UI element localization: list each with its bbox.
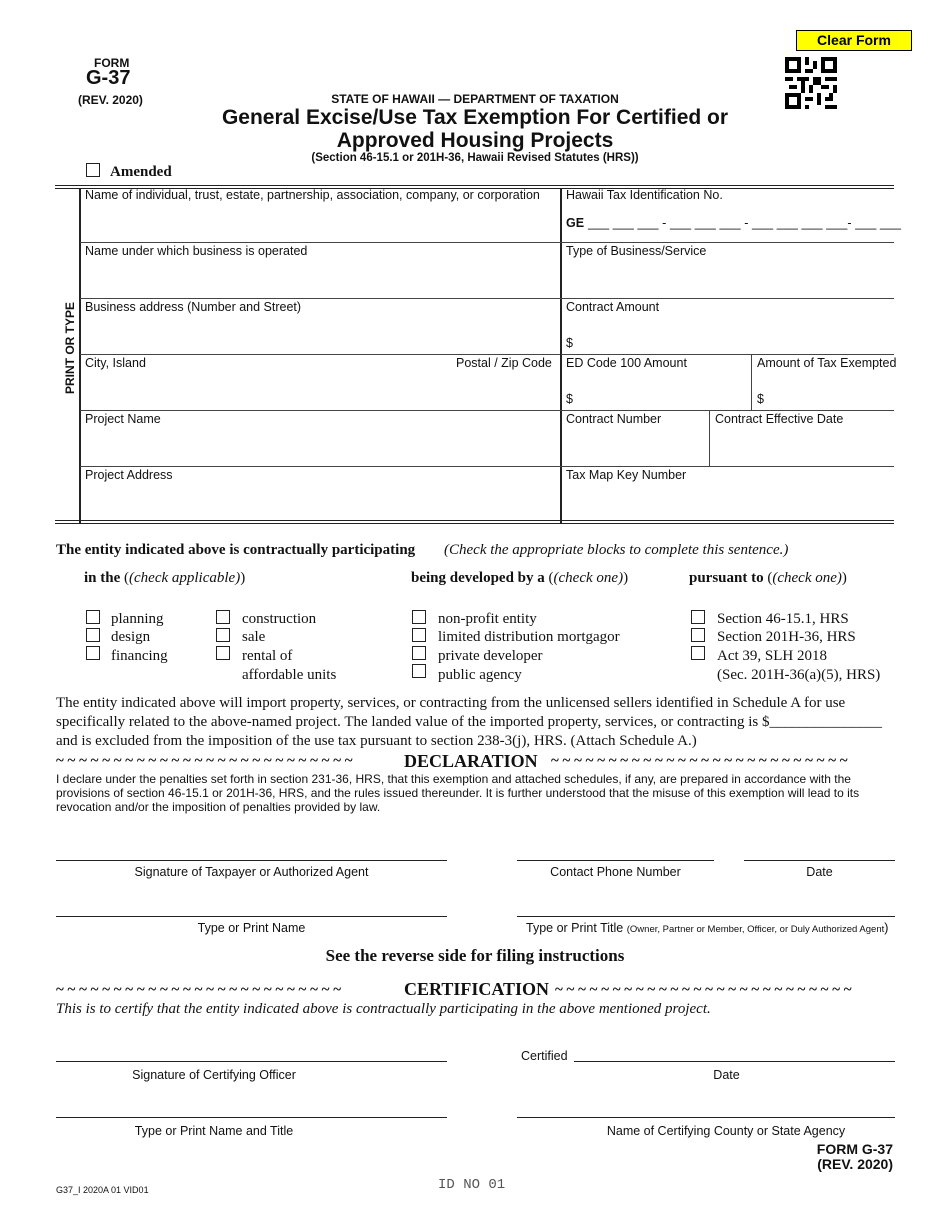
participation-instruction: (Check the appropriate blocks to complete this sentence.)	[444, 542, 789, 558]
act-39-label: Act 39, SLH 2018	[717, 648, 827, 664]
project-address-field[interactable]	[82, 484, 557, 518]
business-type-field[interactable]	[563, 260, 892, 296]
act-39-section-label: (Sec. 201H-36(a)(5), HRS)	[717, 667, 881, 683]
design-checkbox[interactable]	[86, 628, 100, 642]
section-201h-36-label: Section 201H-36, HRS	[717, 629, 856, 645]
design-label: design	[111, 629, 151, 645]
certified-date-line[interactable]	[574, 1061, 895, 1062]
import-text-line2: specifically related to the above-named project. The landed value of the imported property, services, or contracting is $_______________	[56, 714, 882, 730]
form-title-line2: Approved Housing Projects	[336, 129, 614, 152]
non-profit-label: non-profit entity	[438, 611, 537, 627]
import-text-line3: and is excluded from the imposition of the use tax pursuant to section 238-3(j), HRS. (Attach Schedule A.)	[56, 733, 697, 749]
column-pursuant-to-heading: pursuant to ((check one))	[689, 570, 847, 586]
agency-label: Name of Certifying County or State Agency	[606, 1124, 846, 1138]
amended-label: Amended	[110, 164, 172, 180]
footer-id: ID NO 01	[438, 1177, 506, 1193]
sale-checkbox[interactable]	[216, 628, 230, 642]
date-label: Date	[806, 865, 833, 879]
planning-checkbox[interactable]	[86, 610, 100, 624]
project-name-label: Project Name	[85, 412, 161, 426]
landed-value-field[interactable]	[778, 712, 894, 730]
certified-date-label: Date	[713, 1068, 740, 1082]
participation-intro: The entity indicated above is contractually participating	[56, 542, 416, 558]
declaration-title: DECLARATION	[404, 751, 538, 771]
address-label: Business address (Number and Street)	[85, 300, 302, 314]
taxpayer-signature-line[interactable]	[56, 860, 447, 861]
tax-exempted-field[interactable]	[769, 386, 891, 408]
affordable-units-label: affordable units	[242, 667, 337, 683]
private-developer-label: private developer	[438, 648, 543, 664]
tax-exempted-label: Amount of Tax Exempted	[757, 356, 897, 370]
footer-code: G37_I 2020A 01 VID01	[56, 1185, 149, 1195]
agency-line[interactable]	[517, 1117, 895, 1118]
tax-id-prefix: GE	[566, 216, 585, 230]
address-field[interactable]	[82, 316, 557, 352]
contract-number-label: Contract Number	[566, 412, 662, 426]
rental-label: rental of	[242, 648, 293, 664]
ed-code-label: ED Code 100 Amount	[566, 356, 687, 370]
form-title-line1: General Excise/Use Tax Exemption For Certified or	[221, 106, 729, 129]
zip-label: Postal / Zip Code	[456, 356, 552, 370]
planning-label: planning	[111, 611, 164, 627]
clear-form-label: Clear Form	[817, 32, 891, 48]
contract-number-field[interactable]	[563, 428, 706, 464]
print-name-line[interactable]	[56, 916, 447, 917]
business-type-label: Type of Business/Service	[566, 244, 707, 258]
officer-name-label: Type or Print Name and Title	[134, 1124, 294, 1138]
non-profit-checkbox[interactable]	[412, 610, 426, 624]
limited-distribution-label: limited distribution mortgagor	[438, 629, 620, 645]
print-name-label: Type or Print Name	[197, 921, 306, 935]
ed-code-dollar: $	[566, 392, 573, 406]
project-address-label: Project Address	[85, 468, 173, 482]
financing-checkbox[interactable]	[86, 646, 100, 660]
officer-signature-label: Signature of Certifying Officer	[132, 1068, 296, 1082]
city-field[interactable]	[82, 372, 557, 408]
phone-label: Contact Phone Number	[550, 865, 681, 879]
rental-checkbox[interactable]	[216, 646, 230, 660]
section-46-15-1-label: Section 46-15.1, HRS	[717, 611, 849, 627]
certification-tildes-right: ~ ~ ~ ~ ~ ~ ~ ~ ~ ~ ~ ~ ~ ~ ~ ~ ~ ~ ~ ~ ~ ~ ~ ~ ~ ~	[555, 982, 852, 998]
name-label: Name of individual, trust, estate, partnership, association, company, or corporation	[85, 188, 540, 202]
public-agency-checkbox[interactable]	[412, 664, 426, 678]
contract-amount-field[interactable]	[578, 330, 890, 352]
ed-code-field[interactable]	[578, 386, 748, 408]
reverse-side-note: See the reverse side for filing instructions	[325, 946, 625, 965]
declaration-line3: revocation and/or the imposition of penalties provided by law.	[56, 800, 381, 814]
form-subtitle: (Section 46-15.1 or 201H-36, Hawaii Revised Statutes (HRS))	[311, 152, 639, 164]
construction-label: construction	[242, 611, 317, 627]
contract-amount-dollar: $	[566, 336, 573, 350]
tax-id-field[interactable]: ___ ___ ___ - ___ ___ ___ - ___ ___ ___ ___- ___ ___	[588, 216, 902, 230]
print-title-line[interactable]	[517, 916, 895, 917]
construction-checkbox[interactable]	[216, 610, 230, 624]
import-text-line1: The entity indicated above will import property, services, or contracting from the unlicensed sellers identified in Schedule A for use	[56, 695, 846, 711]
agency-heading: STATE OF HAWAII — DEPARTMENT OF TAXATION	[331, 92, 619, 106]
clear-form-button[interactable]	[796, 30, 912, 51]
section-46-15-1-checkbox[interactable]	[691, 610, 705, 624]
tax-map-label: Tax Map Key Number	[566, 468, 687, 482]
sale-label: sale	[242, 629, 266, 645]
section-201h-36-checkbox[interactable]	[691, 628, 705, 642]
certification-text: This is to certify that the entity indicated above is contractually participating in the above mentioned project.	[56, 1001, 711, 1017]
contract-date-label: Contract Effective Date	[715, 412, 844, 426]
declaration-line2: provisions of section 46-15.1 or 201H-36, HRS, and the rules issued thereunder. It is further understood that the misuse of this exemption will lead to its	[56, 786, 860, 800]
act-39-checkbox[interactable]	[691, 646, 705, 660]
business-name-field[interactable]	[82, 260, 557, 296]
private-developer-checkbox[interactable]	[412, 646, 426, 660]
certified-label: Certified	[521, 1049, 568, 1063]
footer-form-number: FORM G-37	[816, 1141, 893, 1157]
contract-date-field[interactable]	[712, 428, 891, 464]
column-developed-by-heading: being developed by a ((check one))	[411, 570, 629, 586]
tax-id-label: Hawaii Tax Identification No.	[566, 188, 723, 202]
print-title-label: Type or Print Title (Owner, Partner or Member, Officer, or Duly Authorized Agent)	[526, 921, 889, 935]
limited-distribution-checkbox[interactable]	[412, 628, 426, 642]
taxpayer-signature-label: Signature of Taxpayer or Authorized Agent	[134, 865, 369, 879]
contract-amount-label: Contract Amount	[566, 300, 660, 314]
form-number: G-37	[86, 67, 131, 89]
amended-checkbox[interactable]	[86, 163, 100, 177]
declaration-tildes-right: ~ ~ ~ ~ ~ ~ ~ ~ ~ ~ ~ ~ ~ ~ ~ ~ ~ ~ ~ ~ ~ ~ ~ ~ ~ ~	[551, 753, 848, 769]
form-label: FORM	[94, 56, 130, 70]
tax-map-field[interactable]	[563, 484, 892, 518]
business-name-label: Name under which business is operated	[85, 244, 308, 258]
footer-revision: (REV. 2020)	[817, 1156, 893, 1172]
officer-signature-line[interactable]	[56, 1061, 447, 1062]
print-or-type-label: PRINT OR TYPE	[63, 302, 77, 395]
financing-label: financing	[111, 648, 168, 664]
officer-name-line[interactable]	[56, 1117, 447, 1118]
project-name-field[interactable]	[82, 428, 557, 464]
city-label: City, Island	[85, 356, 146, 370]
declaration-line1: I declare under the penalties set forth in section 231-36, HRS, that this exemption and attached schedules, if any, are prepared in accordance with the	[56, 772, 851, 786]
declaration-tildes-left: ~ ~ ~ ~ ~ ~ ~ ~ ~ ~ ~ ~ ~ ~ ~ ~ ~ ~ ~ ~ ~ ~ ~ ~ ~ ~	[56, 753, 353, 769]
name-field[interactable]	[82, 204, 557, 240]
certification-tildes-left: ~ ~ ~ ~ ~ ~ ~ ~ ~ ~ ~ ~ ~ ~ ~ ~ ~ ~ ~ ~ ~ ~ ~ ~ ~	[56, 982, 342, 998]
public-agency-label: public agency	[438, 667, 522, 683]
tax-exempted-dollar: $	[757, 392, 764, 406]
form-revision: (REV. 2020)	[78, 93, 143, 107]
column-in-the-heading: in the ((check applicable))	[84, 570, 246, 586]
date-line[interactable]	[744, 860, 895, 861]
phone-line[interactable]	[517, 860, 714, 861]
certification-title: CERTIFICATION	[404, 979, 550, 999]
